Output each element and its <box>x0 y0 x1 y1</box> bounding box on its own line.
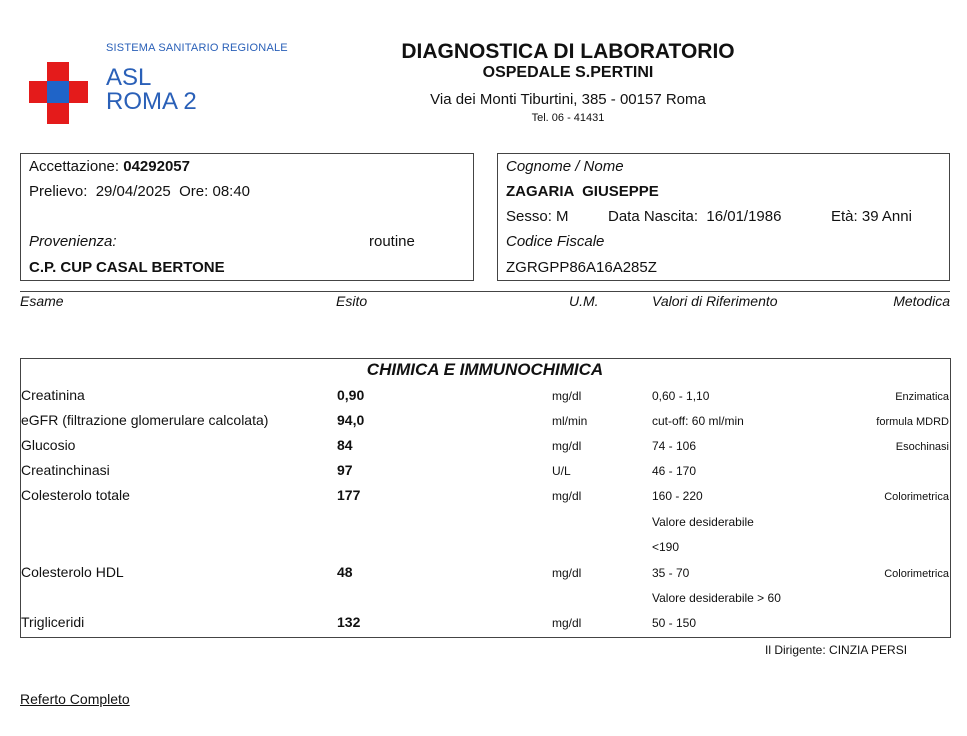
exam-method: Esochinasi <box>895 441 949 453</box>
col-esame: Esame <box>20 293 64 309</box>
full-report-link[interactable]: Referto Completo <box>20 691 130 707</box>
exam-result: 94,0 <box>337 412 365 428</box>
ore-value: 08:40 <box>212 183 251 200</box>
exam-unit: mg/dl <box>552 389 582 403</box>
hospital-name: OSPEDALE S.PERTINI <box>482 64 654 81</box>
prelievo-row <box>29 183 250 200</box>
sesso-value: M <box>556 208 569 225</box>
exam-reference: 160 - 220 <box>652 489 703 503</box>
exam-unit: mg/dl <box>552 566 582 580</box>
exam-reference: 50 - 150 <box>652 616 697 630</box>
hospital-address: Via dei Monti Tiburtini, 385 - 00157 Roma <box>430 91 706 108</box>
hospital-phone: Tel. 06 - 41431 <box>531 112 605 124</box>
exam-reference: cut-off: 60 ml/min <box>652 414 744 428</box>
exam-reference: 0,60 - 1,10 <box>652 389 710 403</box>
logo-line2: ROMA 2 <box>106 88 197 115</box>
exam-name: Colesterolo totale <box>21 487 130 503</box>
eta-value: 39 Anni <box>861 208 912 225</box>
nascita-label: Data Nascita: <box>608 208 699 225</box>
exam-reference: <190 <box>652 540 680 554</box>
exam-unit: ml/min <box>552 414 588 428</box>
sesso-label: Sesso: <box>506 208 552 225</box>
eta-field <box>831 208 912 225</box>
exam-method: Colorimetrica <box>884 491 949 503</box>
prelievo-label: Prelievo: <box>29 183 88 200</box>
exam-result: 84 <box>337 437 353 453</box>
exam-method: formula MDRD <box>876 416 949 428</box>
exam-method: Colorimetrica <box>884 568 949 580</box>
exam-reference: 74 - 106 <box>652 439 697 453</box>
col-metodica: Metodica <box>893 293 950 309</box>
col-riferimento: Valori di Riferimento <box>652 293 778 309</box>
exam-unit: mg/dl <box>552 489 582 503</box>
exam-unit: mg/dl <box>552 616 582 630</box>
exam-result: 177 <box>337 487 361 503</box>
prelievo-date: 29/04/2025 <box>95 183 171 200</box>
patient-name: ZAGARIA GIUSEPPE <box>506 183 659 200</box>
acceptance-label: Accettazione: <box>29 158 120 175</box>
provenienza-value: C.P. CUP CASAL BERTONE <box>29 259 225 276</box>
exam-name: Glucosio <box>21 437 76 453</box>
exam-unit: U/L <box>552 464 571 478</box>
exam-unit: mg/dl <box>552 439 582 453</box>
exam-result: 48 <box>337 564 353 580</box>
acceptance-box <box>20 153 474 281</box>
col-um: U.M. <box>569 293 599 309</box>
nascita-value: 16/01/1986 <box>706 208 782 225</box>
exam-result: 132 <box>337 614 361 630</box>
name-label: Cognome / Nome <box>506 158 624 175</box>
acceptance-number: 04292057 <box>123 158 190 175</box>
logo-top-text: SISTEMA SANITARIO REGIONALE <box>106 42 288 54</box>
col-esito: Esito <box>336 293 368 309</box>
exam-name: Trigliceridi <box>21 614 85 630</box>
ore-label: Ore: <box>179 183 209 200</box>
exam-reference: 46 - 170 <box>652 464 697 478</box>
eta-label: Età: <box>831 208 858 225</box>
logo-line1: ASL <box>106 64 152 91</box>
exam-name: Colesterolo HDL <box>21 564 124 580</box>
exam-reference: Valore desiderabile > 60 <box>652 591 781 605</box>
exam-name: Creatinina <box>21 387 85 403</box>
exam-name: Creatinchinasi <box>21 462 110 478</box>
exam-result: 0,90 <box>337 387 365 403</box>
exam-result: 97 <box>337 462 353 478</box>
sesso-field <box>506 208 569 225</box>
exam-reference: 35 - 70 <box>652 566 690 580</box>
provenienza-label: Provenienza: <box>29 233 117 250</box>
provenienza-type: routine <box>369 233 415 250</box>
results-table <box>20 358 951 638</box>
section-title: CHIMICA E IMMUNOCHIMICA <box>366 360 604 379</box>
nascita-field <box>608 208 781 225</box>
acceptance-row <box>29 158 190 175</box>
exam-name: eGFR (filtrazione glomerulare calcolata) <box>21 412 269 428</box>
director: Il Dirigente: CINZIA PERSI <box>765 643 908 657</box>
header-divider <box>20 291 950 292</box>
cf-label: Codice Fiscale <box>506 233 605 250</box>
patient-box <box>497 153 950 281</box>
exam-reference: Valore desiderabile <box>652 515 754 529</box>
exam-method: Enzimatica <box>895 391 949 403</box>
lab-title: DIAGNOSTICA DI LABORATORIO <box>401 40 735 63</box>
cf-value: ZGRGPP86A16A285Z <box>506 259 657 276</box>
